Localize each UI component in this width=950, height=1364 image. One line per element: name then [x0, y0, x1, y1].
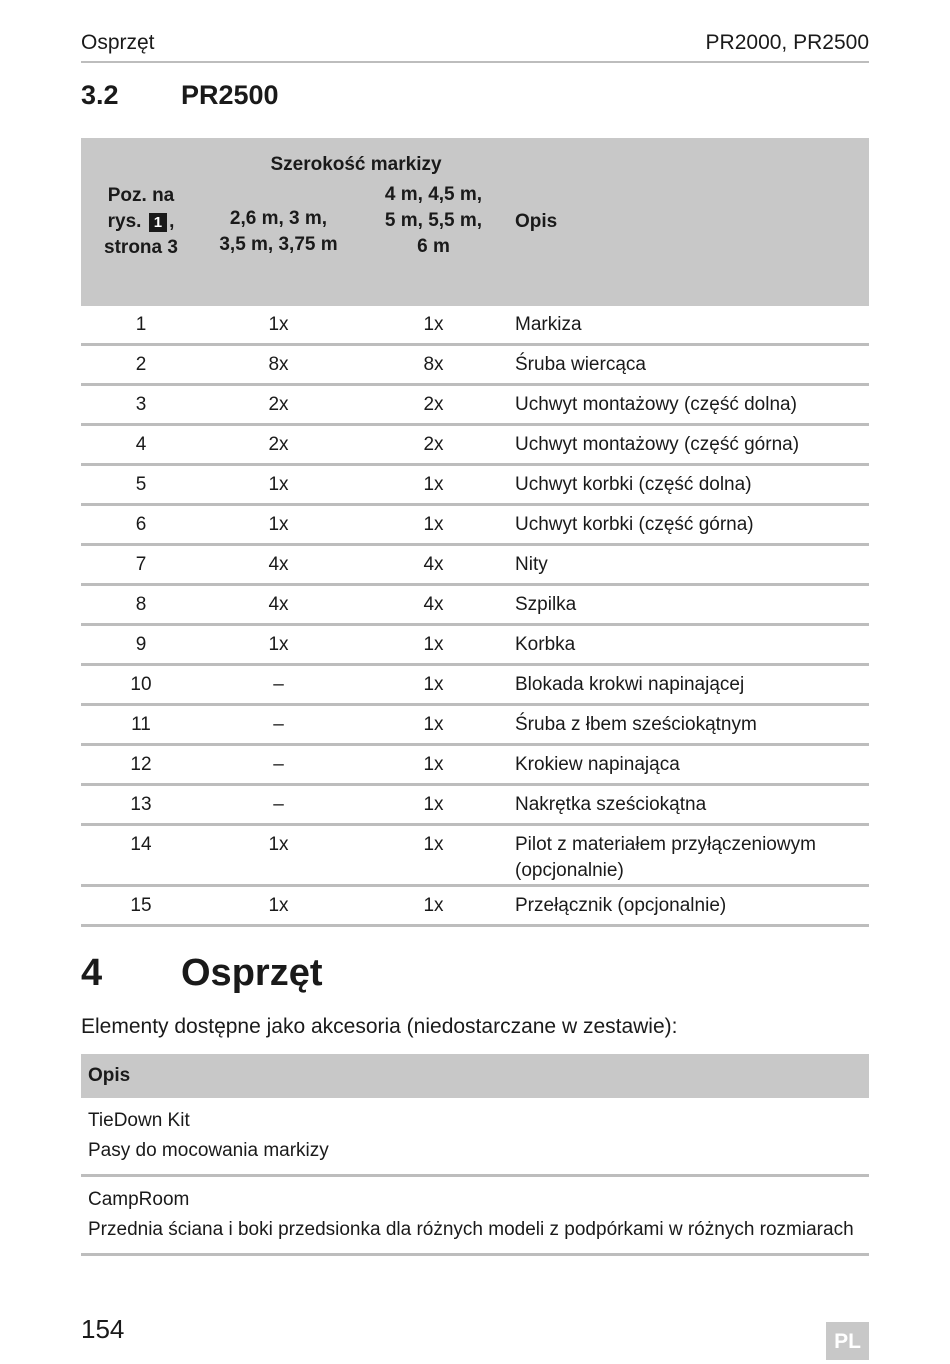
table-row	[81, 825, 869, 886]
cell-qty-small: 1x	[201, 825, 356, 886]
col-header-width-small-line2: 3,5 m, 3,75 m	[219, 234, 338, 255]
accessories-intro: Elementy dostępne jako akcesoria (niedostarczane w zestawie):	[81, 1015, 678, 1038]
accessories-table	[81, 1054, 869, 1256]
accessory-name: CampRoom	[88, 1189, 190, 1210]
cell-qty-large: 1x	[356, 625, 511, 665]
table-row	[81, 545, 869, 585]
cell-qty-large: 4x	[356, 545, 511, 585]
table-row	[81, 505, 869, 545]
cell-position: 2	[81, 345, 201, 385]
table-row	[81, 306, 869, 345]
col-header-position	[81, 138, 201, 306]
col-header-position-comma: ,	[169, 211, 175, 232]
cell-qty-small: 1x	[201, 465, 356, 505]
cell-position: 11	[81, 705, 201, 745]
accessory-description: Pasy do mocowania markizy	[88, 1140, 329, 1161]
accessory-name: TieDown Kit	[88, 1110, 190, 1131]
cell-description: Krokiew napinająca	[511, 745, 869, 785]
cell-qty-large: 1x	[356, 306, 511, 345]
cell-position: 8	[81, 585, 201, 625]
col-header-awning-width: Szerokość markizy	[201, 138, 511, 182]
accessory-description: Przednia ściana i boki przedsionka dla różnych modeli z podpórkami w różnych rozmiarach	[88, 1219, 854, 1240]
cell-position: 10	[81, 665, 201, 705]
cell-qty-small: –	[201, 785, 356, 825]
cell-qty-small: –	[201, 745, 356, 785]
cell-qty-large: 1x	[356, 705, 511, 745]
cell-description: Nity	[511, 545, 869, 585]
language-badge: PL	[826, 1322, 869, 1360]
cell-position: 15	[81, 886, 201, 926]
cell-qty-large: 4x	[356, 585, 511, 625]
cell-description: Uchwyt montażowy (część dolna)	[511, 385, 869, 425]
cell-description: Uchwyt korbki (część dolna)	[511, 465, 869, 505]
cell-description: Śruba z łbem sześciokątnym	[511, 705, 869, 745]
cell-description: Uchwyt korbki (część górna)	[511, 505, 869, 545]
cell-qty-small: 2x	[201, 425, 356, 465]
col-header-width-large-line1: 4 m, 4,5 m,	[384, 184, 483, 205]
cell-qty-large: 1x	[356, 505, 511, 545]
cell-qty-small: 1x	[201, 625, 356, 665]
col-header-position-rys: rys.	[107, 211, 142, 232]
cell-qty-large: 2x	[356, 385, 511, 425]
page-number: 154	[81, 1314, 125, 1344]
cell-qty-small: 4x	[201, 585, 356, 625]
section-number: 4	[81, 952, 103, 994]
col-header-width-large-line2: 5 m, 5,5 m,	[384, 210, 483, 231]
col-header-width-small-line1: 2,6 m, 3 m,	[229, 208, 328, 229]
cell-qty-small: –	[201, 705, 356, 745]
cell-description: Śruba wiercąca	[511, 345, 869, 385]
cell-qty-large: 1x	[356, 785, 511, 825]
section-title: PR2500	[181, 80, 279, 110]
figure-number-badge: 1	[149, 213, 167, 232]
table-row	[81, 425, 869, 465]
header-divider	[81, 61, 869, 63]
cell-position: 3	[81, 385, 201, 425]
cell-description	[511, 825, 869, 886]
cell-position: 12	[81, 745, 201, 785]
cell-description: Blokada krokwi napinającej	[511, 665, 869, 705]
col-header-width-large	[356, 182, 511, 306]
cell-qty-large: 2x	[356, 425, 511, 465]
cell-description: Szpilka	[511, 585, 869, 625]
header-section: Osprzęt	[81, 31, 155, 54]
cell-description: Przełącznik (opcjonalnie)	[511, 886, 869, 926]
cell-position: 14	[81, 825, 201, 886]
table-row	[81, 705, 869, 745]
col-header-position-line1: Poz. na	[107, 185, 175, 206]
cell-position: 13	[81, 785, 201, 825]
cell-description: Korbka	[511, 625, 869, 665]
col-header-position-line3: strona 3	[104, 237, 178, 258]
table-row	[81, 785, 869, 825]
accessory-cell	[81, 1176, 869, 1255]
table-row	[81, 1098, 869, 1176]
header-models: PR2000, PR2500	[705, 31, 869, 54]
cell-qty-large: 1x	[356, 886, 511, 926]
section-title: Osprzęt	[181, 952, 323, 994]
cell-position: 7	[81, 545, 201, 585]
table-row	[81, 625, 869, 665]
table-row	[81, 465, 869, 505]
cell-qty-small: 8x	[201, 345, 356, 385]
section-number: 3.2	[81, 80, 119, 110]
cell-description: Uchwyt montażowy (część górna)	[511, 425, 869, 465]
cell-position: 6	[81, 505, 201, 545]
parts-table	[81, 138, 869, 927]
cell-qty-small: 1x	[201, 306, 356, 345]
cell-qty-large: 1x	[356, 665, 511, 705]
cell-qty-small: –	[201, 665, 356, 705]
cell-description: Nakrętka sześciokątna	[511, 785, 869, 825]
cell-qty-small: 1x	[201, 505, 356, 545]
accessory-cell	[81, 1098, 869, 1176]
col-header-width-large-line3: 6 m	[417, 236, 450, 257]
table-row	[81, 665, 869, 705]
cell-position: 1	[81, 306, 201, 345]
table-row	[81, 886, 869, 926]
cell-qty-large: 1x	[356, 745, 511, 785]
cell-position: 4	[81, 425, 201, 465]
col-header-description: Opis	[81, 1054, 869, 1098]
cell-qty-large: 1x	[356, 825, 511, 886]
table-row	[81, 745, 869, 785]
table-row	[81, 1176, 869, 1255]
cell-description: Markiza	[511, 306, 869, 345]
col-header-description: Opis	[511, 138, 869, 306]
cell-description-line2: (opcjonalnie)	[515, 860, 624, 881]
cell-qty-small: 2x	[201, 385, 356, 425]
col-header-width-small	[201, 182, 356, 306]
table-row	[81, 385, 869, 425]
cell-position: 9	[81, 625, 201, 665]
cell-description-line1: Pilot z materiałem przyłączeniowym	[515, 834, 816, 855]
table-row	[81, 585, 869, 625]
table-row	[81, 345, 869, 385]
cell-position: 5	[81, 465, 201, 505]
cell-qty-large: 1x	[356, 465, 511, 505]
cell-qty-small: 1x	[201, 886, 356, 926]
cell-qty-small: 4x	[201, 545, 356, 585]
cell-qty-large: 8x	[356, 345, 511, 385]
